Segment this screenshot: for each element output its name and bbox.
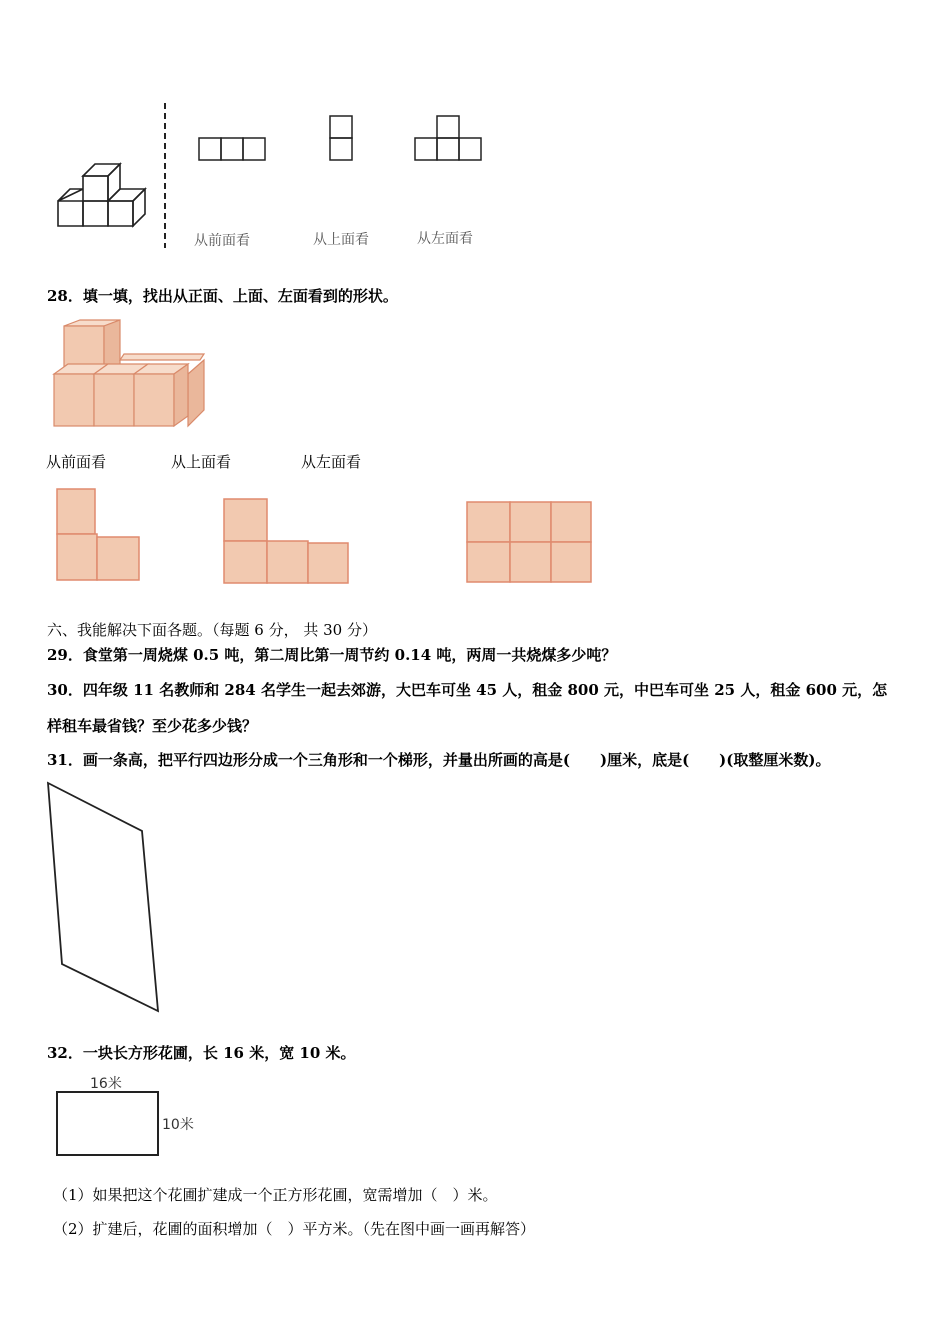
q28-label-left: 从左面看 [301, 453, 362, 471]
q32-sub2: （2）扩建后，花圃的面积增加（ ）平方米。（先在图中画一画再解答） [53, 1220, 536, 1238]
length-label: 16米 [90, 1076, 122, 1092]
width-label: 10米 [162, 1117, 194, 1133]
q28-label-front: 从前面看 [46, 453, 107, 471]
rectangle-garden-figure [50, 1088, 165, 1158]
garden-rectangle [57, 1092, 158, 1155]
front-view-squares [199, 138, 265, 160]
top-view-squares [330, 116, 352, 160]
q31-text: 31．画一条高，把平行四边形分成一个三角形和一个梯形，并量出所画的高是( )厘米，底是( )(取整厘米数)。 [47, 751, 831, 769]
q28-text: 28．填一填，找出从正面、上面、左面看到的形状。 [47, 287, 398, 305]
q30-line1: 30．四年级 11 名教师和 284 名学生一起去郊游，大巴车可坐 45 人，租金 800 元，中巴车可坐 25 人，租金 600 元，怎 [47, 681, 888, 699]
caption-front: 从前面看 [194, 233, 250, 249]
cube-stack-drawing [58, 164, 145, 226]
q32-sub1: （1）如果把这个花圃扩建成一个正方形花圃，宽需增加（ ）米。 [53, 1186, 498, 1204]
q30-line2: 样租车最省钱？至少花多少钱？ [47, 717, 258, 735]
caption-left: 从左面看 [417, 231, 473, 247]
caption-top: 从上面看 [313, 232, 369, 248]
q28-label-top: 从上面看 [171, 453, 232, 471]
q28-views [55, 486, 600, 586]
left-view-squares [415, 116, 481, 160]
q32-text: 32．一块长方形花圃，长 16 米，宽 10 米。 [47, 1044, 356, 1062]
parallelogram [48, 783, 158, 1011]
q28-cube-figure [50, 318, 210, 433]
parallelogram-figure [40, 778, 170, 1018]
section6-title: 六、我能解决下面各题。（每题 6 分， 共 30 分） [47, 621, 377, 639]
q29-text: 29．食堂第一周烧煤 0.5 吨，第二周比第一周节约 0.14 吨，两周一共烧煤多少吨？ [47, 646, 617, 664]
